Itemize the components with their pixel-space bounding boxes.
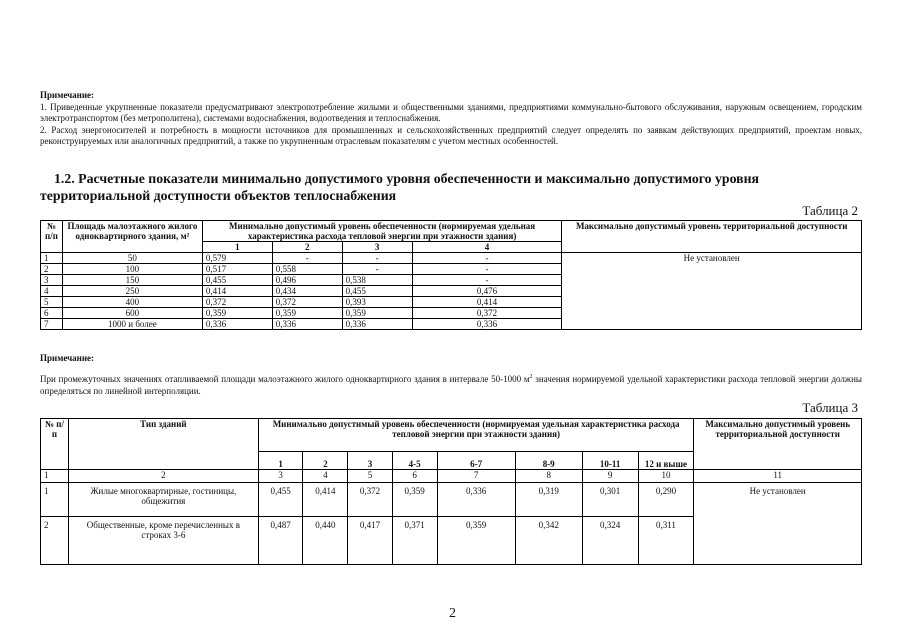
t2-cell-area: 250 — [62, 286, 202, 297]
t3-floor: 12 и выше — [638, 452, 694, 470]
t2-cell-value: 0,434 — [272, 286, 342, 297]
note2-text — [40, 373, 862, 397]
t2-cell-value: - — [412, 264, 562, 275]
t3-cell-value: 0,455 — [258, 483, 303, 517]
note-2: 2. Расход энергоносителей и потребность в мощности источников для промышленных и сельскохозяйственных предприятий следует определять по заявкам действующих предприятий, проектам новых, реконструируемых или аналогичных предприятий, а также по укрупненным отраслевым показателям с учетом местных особенностей. — [40, 124, 862, 146]
t2-cell-value: 0,414 — [412, 297, 562, 308]
t2-floor: 4 — [412, 242, 562, 253]
t3-col-num: 5 — [348, 470, 393, 483]
t2-cell-area: 1000 и более — [62, 319, 202, 330]
t3-floor: 3 — [348, 452, 393, 470]
t2-cell-value: - — [412, 253, 562, 264]
t2-floor: 2 — [272, 242, 342, 253]
t2-header-max: Максимально допустимый уровень территориальной доступности — [562, 221, 862, 253]
t3-col-num: 7 — [437, 470, 515, 483]
t2-cell-area: 600 — [62, 308, 202, 319]
t2-cell-value: 0,455 — [342, 286, 412, 297]
t2-cell-value: 0,336 — [412, 319, 562, 330]
t3-col-num: 6 — [392, 470, 437, 483]
t2-cell-value: 0,538 — [342, 275, 412, 286]
t2-cell-value: 0,579 — [202, 253, 272, 264]
t3-floor: 2 — [303, 452, 348, 470]
t3-floor: 8-9 — [515, 452, 582, 470]
t2-cell-num: 3 — [41, 275, 63, 286]
notes-heading: Примечание: — [40, 90, 95, 100]
t2-cell-num: 7 — [41, 319, 63, 330]
t2-cell-area: 150 — [62, 275, 202, 286]
t2-cell-value: - — [412, 275, 562, 286]
t3-cell-max: Не установлен — [694, 483, 862, 565]
t2-cell-value: 0,359 — [342, 308, 412, 319]
t2-cell-value: 0,372 — [202, 297, 272, 308]
t2-cell-num: 1 — [41, 253, 63, 264]
t3-cell-value: 0,372 — [348, 483, 393, 517]
t3-col-num: 3 — [258, 470, 303, 483]
t2-cell-num: 6 — [41, 308, 63, 319]
table3-label: Таблица 3 — [802, 400, 858, 415]
t3-cell-num: 2 — [41, 517, 69, 565]
t3-cell-value: 0,414 — [303, 483, 348, 517]
t3-cell-value: 0,290 — [638, 483, 694, 517]
table-row — [41, 483, 862, 517]
t3-cell-num: 1 — [41, 483, 69, 517]
t2-cell-value: - — [342, 264, 412, 275]
t2-cell-value: 0,558 — [272, 264, 342, 275]
t3-cell-value: 0,487 — [258, 517, 303, 565]
note2-sup: 2 — [529, 374, 533, 380]
table-row — [41, 253, 862, 264]
table2-label: Таблица 2 — [802, 203, 858, 218]
t3-cell-type: Жилые многоквартирные, гостиницы, общежития — [68, 483, 258, 517]
page-number: 2 — [449, 606, 456, 621]
t2-cell-value: - — [272, 253, 342, 264]
t3-col-num: 1 — [41, 470, 69, 483]
t3-cell-value: 0,319 — [515, 483, 582, 517]
t2-cell-num: 5 — [41, 297, 63, 308]
t2-cell-value: - — [342, 253, 412, 264]
t2-cell-value: 0,359 — [202, 308, 272, 319]
section-title: 1.2. Расчетные показатели минимально допустимого уровня обеспеченности и максимально допустимого уровня территориальной доступности объектов теплоснабжения — [40, 171, 760, 203]
t3-floor: 4-5 — [392, 452, 437, 470]
t3-cell-value: 0,417 — [348, 517, 393, 565]
t2-header-area: Площадь малоэтажного жилого одноквартирного здания, м² — [62, 221, 202, 253]
t3-cell-value: 0,359 — [392, 483, 437, 517]
t3-floor: 1 — [258, 452, 303, 470]
t3-col-num: 9 — [582, 470, 638, 483]
t3-cell-value: 0,301 — [582, 483, 638, 517]
t2-cell-value: 0,336 — [202, 319, 272, 330]
t3-cell-type: Общественные, кроме перечисленных в строках 3-6 — [68, 517, 258, 565]
t3-cell-value: 0,359 — [437, 517, 515, 565]
t3-header-type: Тип зданий — [68, 419, 258, 470]
t3-cell-value: 0,342 — [515, 517, 582, 565]
t2-header-num: № п/п — [41, 221, 63, 253]
t3-col-num: 4 — [303, 470, 348, 483]
t2-cell-value: 0,372 — [272, 297, 342, 308]
t2-cell-value: 0,476 — [412, 286, 562, 297]
note2-text-b: значения нормируемой удельной характеристики расхода тепловой энергии должны определяться по линейной интерполяции. — [40, 374, 862, 396]
note-1: 1. Приведенные укрупненные показатели предусматривают электропотребление жилыми и общественными зданиями, предприятиями коммунально-бытового обслуживания, наружным освещением, городским электротранспортом (без метрополитена), системами водоснабжения, водоотведения и теплоснабжения. — [40, 101, 862, 123]
t2-cell-value: 0,414 — [202, 286, 272, 297]
t3-floor: 6-7 — [437, 452, 515, 470]
t3-header-num: № п/п — [41, 419, 69, 470]
t2-floor: 3 — [342, 242, 412, 253]
t2-cell-area: 50 — [62, 253, 202, 264]
t3-cell-value: 0,324 — [582, 517, 638, 565]
t3-col-num: 11 — [694, 470, 862, 483]
t3-col-num: 2 — [68, 470, 258, 483]
t2-floor: 1 — [202, 242, 272, 253]
table-3 — [40, 418, 862, 565]
t2-cell-value: 0,393 — [342, 297, 412, 308]
t2-cell-value: 0,359 — [272, 308, 342, 319]
note2-heading: Примечание: — [40, 353, 95, 363]
note2-text-a: При промежуточных значениях отапливаемой площади малоэтажного жилого одноквартирного здания в интервале 50-1000 м — [40, 374, 530, 384]
t3-column-numbers — [41, 470, 862, 483]
t3-col-num: 8 — [515, 470, 582, 483]
t2-cell-value: 0,336 — [342, 319, 412, 330]
t2-cell-value: 0,372 — [412, 308, 562, 319]
t2-cell-area: 100 — [62, 264, 202, 275]
t2-cell-area: 400 — [62, 297, 202, 308]
t2-cell-max: Не установлен — [562, 253, 862, 330]
t3-cell-value: 0,371 — [392, 517, 437, 565]
t2-cell-num: 4 — [41, 286, 63, 297]
t3-cell-value: 0,440 — [303, 517, 348, 565]
t2-cell-value: 0,336 — [272, 319, 342, 330]
t2-cell-value: 0,496 — [272, 275, 342, 286]
t3-cell-value: 0,311 — [638, 517, 694, 565]
t2-cell-value: 0,517 — [202, 264, 272, 275]
t2-header-min: Минимально допустимый уровень обеспеченности (нормируемая удельная характеристика расхода тепловой энергии при этажности здания) — [202, 221, 561, 242]
t2-cell-value: 0,455 — [202, 275, 272, 286]
t3-header-max: Максимально допустимый уровень территориальной доступности — [694, 419, 862, 470]
t2-cell-num: 2 — [41, 264, 63, 275]
t3-cell-value: 0,336 — [437, 483, 515, 517]
notes-block — [40, 90, 862, 148]
t3-col-num: 10 — [638, 470, 694, 483]
t3-floor: 10-11 — [582, 452, 638, 470]
t3-header-min: Минимально допустимый уровень обеспеченности (нормируемая удельная характеристика расхода тепловой энергии при этажности здания) — [258, 419, 694, 452]
table-2 — [40, 220, 862, 330]
